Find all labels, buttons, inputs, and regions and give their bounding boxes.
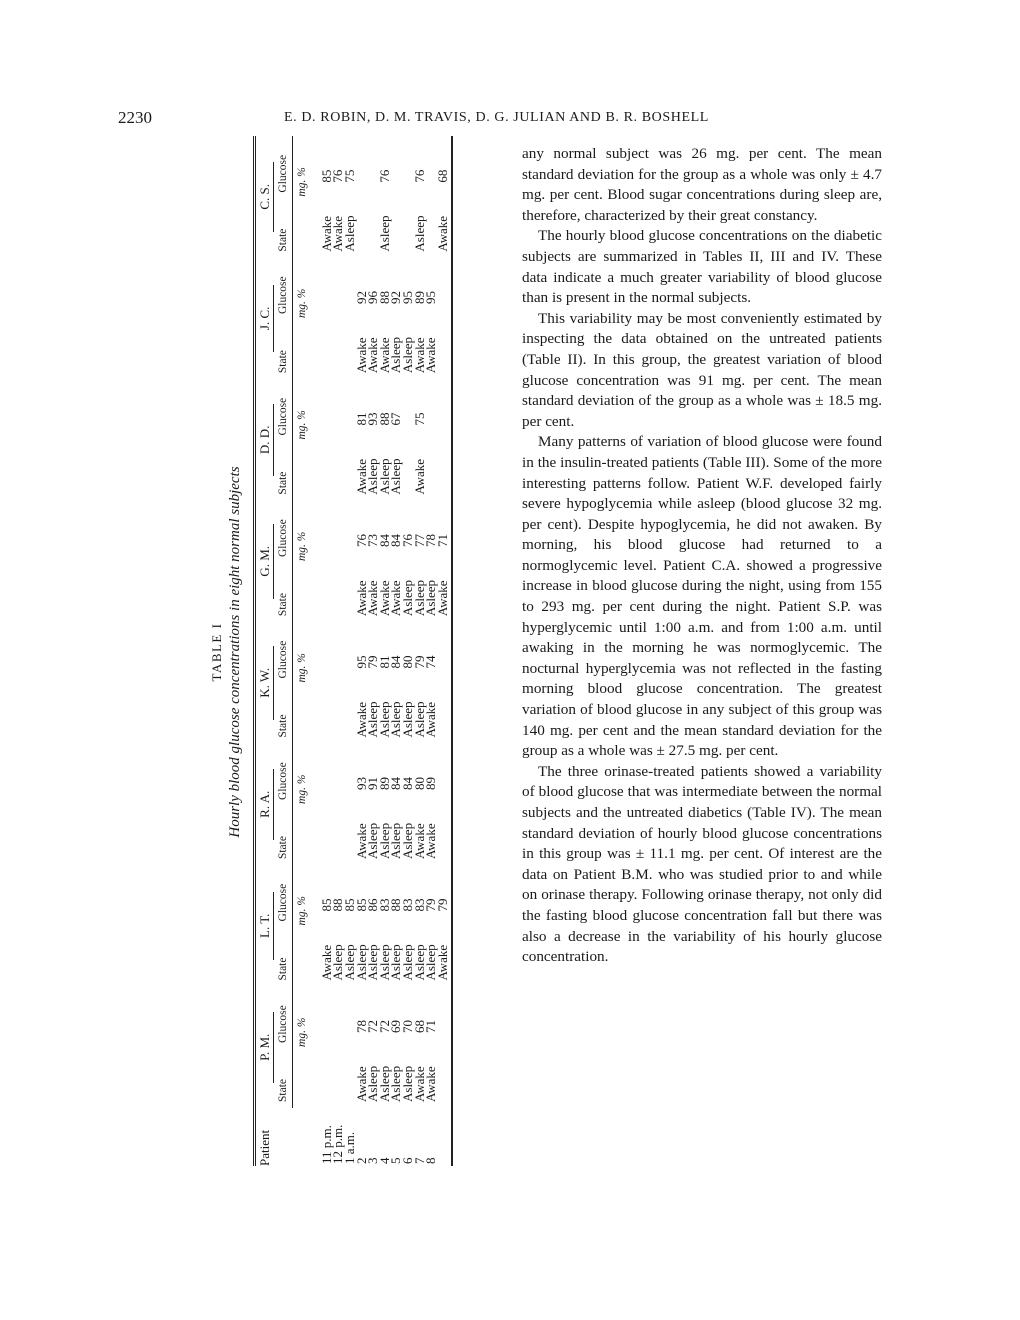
glucose-cell xyxy=(425,136,437,197)
time-cell: 11 p.m. xyxy=(318,1125,334,1164)
glucose-cell: 78 xyxy=(423,534,439,548)
state-cell: Asleep xyxy=(411,579,427,617)
glucose-column-header: Glucose xyxy=(276,136,293,197)
glucose-column-header: Glucose xyxy=(276,379,293,439)
state-cell: Asleep xyxy=(399,701,415,738)
state-cell: Asleep xyxy=(376,215,392,252)
glucose-cell: 88 xyxy=(388,898,404,912)
glucose-cell: 88 xyxy=(330,898,346,912)
state-cell xyxy=(332,561,344,622)
glucose-cell: 89 xyxy=(376,776,392,790)
glucose-cell: 75 xyxy=(341,169,357,183)
glucose-cell xyxy=(321,987,333,1047)
time-cell: 2 xyxy=(353,1157,369,1164)
glucose-cell: 86 xyxy=(365,898,381,912)
glucose-cell: 68 xyxy=(437,136,453,197)
glucose-cell: 83 xyxy=(411,898,427,912)
time-cell: 5 xyxy=(388,1157,404,1164)
state-cell: Asleep xyxy=(388,458,404,495)
glucose-cell xyxy=(321,622,333,682)
subject-header xyxy=(255,622,276,743)
glucose-cell: 84 xyxy=(388,534,404,548)
glucose-cell xyxy=(437,987,453,1047)
time-cell: 12 p.m. xyxy=(330,1124,346,1164)
glucose-cell: 79 xyxy=(423,898,439,912)
glucose-cell: 89 xyxy=(423,776,439,790)
state-cell xyxy=(437,683,453,744)
state-cell: Awake xyxy=(353,337,369,374)
glucose-cell xyxy=(402,379,414,439)
glucose-cell: 73 xyxy=(365,534,381,548)
state-cell: Awake xyxy=(437,561,453,622)
state-cell: Awake xyxy=(437,925,453,986)
state-cell: Awake xyxy=(353,1066,369,1102)
glucose-cell xyxy=(332,379,344,439)
glucose-cell xyxy=(344,622,356,682)
page-number: 2230 xyxy=(118,108,152,127)
state-cell xyxy=(425,440,437,501)
units-label: mg. % xyxy=(296,1017,309,1047)
glucose-cell: 85 xyxy=(341,898,357,912)
state-column-header: State xyxy=(276,683,293,744)
state-column-header: State xyxy=(276,561,293,622)
state-cell: Awake xyxy=(423,1066,439,1102)
subject-name: D. D. xyxy=(259,404,274,477)
glucose-cell xyxy=(332,622,344,682)
glucose-cell xyxy=(344,501,356,561)
table-subheader-row xyxy=(276,136,293,1166)
glucose-cell: 85 xyxy=(353,898,369,912)
glucose-cell: 84 xyxy=(399,776,415,790)
glucose-cell: 92 xyxy=(353,291,369,305)
state-cell: Asleep xyxy=(376,944,392,981)
state-cell: Asleep xyxy=(399,944,415,981)
glucose-cell: 69 xyxy=(388,1019,404,1033)
glucose-cell: 80 xyxy=(399,655,415,669)
glucose-column-header: Glucose xyxy=(276,258,293,318)
glucose-cell xyxy=(437,379,453,439)
glucose-cell: 79 xyxy=(411,655,427,669)
glucose-column-header: Glucose xyxy=(276,987,293,1047)
state-cell: Awake xyxy=(318,944,334,981)
state-cell: Asleep xyxy=(376,1065,392,1102)
state-cell xyxy=(437,440,453,501)
patient-header: Patient xyxy=(255,1108,293,1166)
state-cell: Awake xyxy=(353,458,369,495)
glucose-cell xyxy=(437,744,453,804)
glucose-cell xyxy=(344,987,356,1047)
glucose-cell xyxy=(402,136,414,197)
glucose-cell xyxy=(332,501,344,561)
state-cell xyxy=(332,318,344,379)
glucose-cell: 79 xyxy=(437,865,453,925)
subject-header xyxy=(255,744,276,865)
state-cell: Asleep xyxy=(423,579,439,617)
subject-name: P. M. xyxy=(259,1012,274,1083)
state-cell: Awake xyxy=(365,580,381,617)
glucose-cell: 95 xyxy=(353,655,369,669)
state-cell: Asleep xyxy=(399,336,415,374)
table-rotated-content xyxy=(205,120,501,1184)
glucose-cell xyxy=(344,258,356,318)
time-cell: 7 xyxy=(411,1157,427,1164)
glucose-cell: 79 xyxy=(365,655,381,669)
subject-header xyxy=(255,136,276,258)
state-cell: Awake xyxy=(411,1066,427,1102)
state-cell: Asleep xyxy=(365,701,381,738)
table-title: TABLE I xyxy=(209,622,224,682)
time-cell: 8 xyxy=(423,1157,439,1164)
glucose-cell: 76 xyxy=(411,169,427,183)
glucose-cell: 89 xyxy=(411,291,427,305)
glucose-cell xyxy=(321,501,333,561)
state-cell: Asleep xyxy=(376,822,392,860)
state-cell: Asleep xyxy=(388,701,404,738)
state-cell: Asleep xyxy=(330,944,346,981)
body-paragraph: Many patterns of variation of blood glucose were found in the insulin-treated patients (Table III). Some of the more interesting patterns follow. Patient W.F. developed fairly severe hypoglycemia while asleep (blood glucose 32 mg. per cent). Despite hypoglycemia, he did not awaken. By morning, his blood glucose had returned to a normoglycemic level. Patient C.A. showed a progressive increase in blood glucose during the night, using from 155 to 293 mg. per cent during the night. Patient S.P. was hyperglycemic until 1:00 a.m. and from 1:00 a.m. until awaking in the morning he was normoglycemic. The nocturnal hyperglycemia was not reflected in the fasting morning blood glucose concentration. The greatest variation of blood glucose in any subject of this group was 140 mg. per cent and the mean standard deviation for the group as a whole was ± 27.5 mg. per cent. xyxy=(522,433,882,760)
glucose-cell xyxy=(390,136,402,197)
glucose-cell: 95 xyxy=(399,291,415,305)
units-row xyxy=(293,136,321,1166)
glucose-cell: 84 xyxy=(376,534,392,548)
body-paragraph: any normal subject was 26 mg. per cent. The mean standard deviation for the group as a whole was only ± 4.7 mg. per cent. Blood sugar concentrations during sleep are, therefore, characterized by their great constancy. xyxy=(522,145,882,224)
body-text-column xyxy=(522,144,882,968)
state-cell: Awake xyxy=(353,580,369,617)
glucose-cell: 74 xyxy=(423,655,439,669)
table-row xyxy=(437,136,453,1166)
glucose-cell: 83 xyxy=(376,898,392,912)
time-cell: 3 xyxy=(365,1157,381,1164)
state-cell: Awake xyxy=(376,337,392,374)
glucose-cell xyxy=(356,136,368,197)
time-cell: 1 a.m. xyxy=(341,1131,357,1164)
glucose-cell: 92 xyxy=(388,291,404,305)
units-label: mg. % xyxy=(296,410,309,440)
time-cell: 6 xyxy=(399,1157,415,1164)
state-cell: Asleep xyxy=(365,944,381,981)
glucose-cell: 81 xyxy=(376,655,392,669)
state-cell xyxy=(390,197,402,258)
subject-header xyxy=(255,987,276,1108)
running-head-authors: E. D. ROBIN, D. M. TRAVIS, D. G. JULIAN AND B. R. BOSHELL xyxy=(284,110,709,125)
state-cell: Awake xyxy=(318,215,334,252)
glucose-cell: 91 xyxy=(365,776,381,790)
state-cell: Asleep xyxy=(411,701,427,738)
table-row xyxy=(332,136,344,1166)
state-cell: Asleep xyxy=(423,944,439,981)
state-column-header: State xyxy=(276,925,293,986)
glucose-cell: 71 xyxy=(437,501,453,561)
glucose-cell: 95 xyxy=(423,291,439,305)
state-cell: Asleep xyxy=(376,458,392,495)
glucose-cell xyxy=(344,744,356,804)
glucose-cell xyxy=(437,258,453,318)
subject-header xyxy=(255,501,276,622)
table-row xyxy=(425,136,437,1166)
subject-name: L. T. xyxy=(259,892,274,960)
glucose-cell: 93 xyxy=(365,412,381,426)
state-column-header: State xyxy=(276,197,293,258)
glucose-cell: 88 xyxy=(376,291,392,305)
units-label: mg. % xyxy=(296,531,309,562)
state-column-header: State xyxy=(276,804,293,865)
glucose-cell: 78 xyxy=(353,1019,369,1033)
state-cell: Awake xyxy=(365,337,381,374)
state-cell xyxy=(332,440,344,501)
time-cell: 4 xyxy=(376,1157,392,1164)
glucose-cell xyxy=(332,744,344,804)
glucose-cell xyxy=(367,136,379,197)
glucose-cell: 70 xyxy=(399,1019,415,1033)
glucose-cell xyxy=(321,379,333,439)
glucose-cell xyxy=(344,379,356,439)
subject-name: K. W. xyxy=(259,646,274,720)
glucose-cell xyxy=(437,622,453,682)
state-cell: Awake xyxy=(353,701,369,738)
glucose-cell xyxy=(321,744,333,804)
state-column-header: State xyxy=(276,440,293,501)
state-cell xyxy=(332,804,344,865)
glucose-cell: 76 xyxy=(330,169,346,183)
glucose-cell: 71 xyxy=(423,1019,439,1033)
subject-name: J. C. xyxy=(259,285,274,352)
state-cell: Awake xyxy=(411,458,427,495)
state-column-header: State xyxy=(276,1047,293,1108)
state-cell: Asleep xyxy=(388,944,404,981)
glucose-column-header: Glucose xyxy=(276,865,293,925)
glucose-cell: 84 xyxy=(388,655,404,669)
state-cell: Asleep xyxy=(365,458,381,495)
glucose-cell: 93 xyxy=(353,776,369,790)
glucose-cell: 85 xyxy=(318,169,334,183)
glucose-column-header: Glucose xyxy=(276,622,293,682)
table-body xyxy=(293,136,453,1166)
state-cell xyxy=(437,1047,453,1108)
state-cell: Asleep xyxy=(376,701,392,738)
rotated-table-panel xyxy=(205,120,501,1184)
state-cell: Asleep xyxy=(365,822,381,860)
glucose-cell: 75 xyxy=(411,412,427,426)
state-cell: Asleep xyxy=(341,215,357,252)
state-cell: Awake xyxy=(423,701,439,738)
state-cell: Asleep xyxy=(365,1065,381,1102)
state-cell: Asleep xyxy=(388,822,404,860)
glucose-table xyxy=(253,136,453,1166)
state-column-header: State xyxy=(276,318,293,379)
state-cell xyxy=(321,804,333,865)
glucose-cell xyxy=(425,379,437,439)
units-label: mg. % xyxy=(296,774,309,804)
glucose-cell: 83 xyxy=(399,898,415,912)
subject-name: G. M. xyxy=(259,524,274,599)
glucose-cell: 81 xyxy=(353,412,369,426)
state-cell: Asleep xyxy=(388,1065,404,1102)
glucose-cell xyxy=(332,987,344,1047)
glucose-cell: 72 xyxy=(365,1019,381,1033)
units-label: mg. % xyxy=(296,288,309,319)
state-cell: Asleep xyxy=(411,944,427,981)
glucose-cell: 96 xyxy=(365,291,381,305)
state-cell xyxy=(321,683,333,744)
glucose-cell: 85 xyxy=(318,898,334,912)
units-label: mg. % xyxy=(296,653,309,683)
glucose-cell: 76 xyxy=(399,534,415,548)
units-label: mg. % xyxy=(296,167,309,197)
glucose-cell: 76 xyxy=(353,534,369,548)
body-paragraph: This variability may be most conveniently estimated by inspecting the data obtained on the untreated patients (Table II). In this group, the greatest variation of blood glucose concentration was 91 mg. per cent. The mean standard deviation of the group as a whole was ± 18.5 mg. per cent. xyxy=(522,309,882,430)
state-cell xyxy=(437,318,453,379)
subject-header xyxy=(255,865,276,986)
table-header-row xyxy=(255,136,276,1166)
glucose-cell xyxy=(321,258,333,318)
state-cell: Awake xyxy=(388,580,404,617)
state-cell xyxy=(356,197,368,258)
state-cell xyxy=(332,1047,344,1108)
state-cell: Asleep xyxy=(341,944,357,981)
state-cell: Awake xyxy=(423,823,439,860)
subject-header xyxy=(255,258,276,379)
state-cell xyxy=(321,440,333,501)
state-cell xyxy=(332,683,344,744)
table-row xyxy=(321,136,333,1166)
state-cell xyxy=(321,318,333,379)
glucose-cell: 72 xyxy=(376,1019,392,1033)
glucose-cell: 80 xyxy=(411,776,427,790)
state-cell: Awake xyxy=(411,823,427,860)
state-cell: Asleep xyxy=(399,1065,415,1102)
glucose-column-header: Glucose xyxy=(276,501,293,561)
glucose-cell: 76 xyxy=(376,169,392,183)
state-cell: Awake xyxy=(423,337,439,374)
table-caption: Hourly blood glucose concentrations in eight normal subjects xyxy=(227,466,243,838)
glucose-cell: 67 xyxy=(388,412,404,426)
state-cell xyxy=(321,1047,333,1108)
state-cell: Asleep xyxy=(399,579,415,617)
state-cell xyxy=(437,804,453,865)
glucose-cell xyxy=(332,258,344,318)
glucose-column-header: Glucose xyxy=(276,744,293,804)
state-cell: Awake xyxy=(411,337,427,374)
body-paragraph: The hourly blood glucose concentrations on the diabetic subjects are summarized in Tables II, III and IV. These data indicate a much greater variability of blood glucose than is present in the normal subjects. xyxy=(522,227,882,307)
glucose-cell: 68 xyxy=(411,1019,427,1033)
state-cell: Awake xyxy=(437,197,453,258)
state-cell: Asleep xyxy=(388,336,404,374)
subject-name: R. A. xyxy=(259,769,274,840)
glucose-cell: 84 xyxy=(388,776,404,790)
state-cell: Asleep xyxy=(411,215,427,252)
subject-header xyxy=(255,379,276,500)
state-cell: Asleep xyxy=(353,944,369,981)
body-paragraph: The three orinase-treated patients showed a variability of blood glucose that was intermediate between the normal subjects and the untreated diabetics (Table IV). The mean standard deviation of hourly blood glucose concentrations in this group was ± 11.1 mg. per cent. Of interest are the data on Patient B.M. who was studied prior to and while on orinase therapy. Following orinase therapy, not only did the fasting blood glucose concentration fall but there was also a decrease in the variability of his hourly glucose concentration. xyxy=(522,762,882,966)
units-label: mg. % xyxy=(296,896,309,926)
state-cell: Awake xyxy=(330,215,346,252)
state-cell: Awake xyxy=(376,580,392,617)
state-cell: Awake xyxy=(353,823,369,860)
glucose-cell: 88 xyxy=(376,412,392,426)
time-cell xyxy=(437,1108,453,1166)
state-cell: Asleep xyxy=(399,822,415,860)
glucose-cell: 77 xyxy=(411,534,427,548)
state-cell xyxy=(321,561,333,622)
subject-name: C. S. xyxy=(259,162,274,232)
